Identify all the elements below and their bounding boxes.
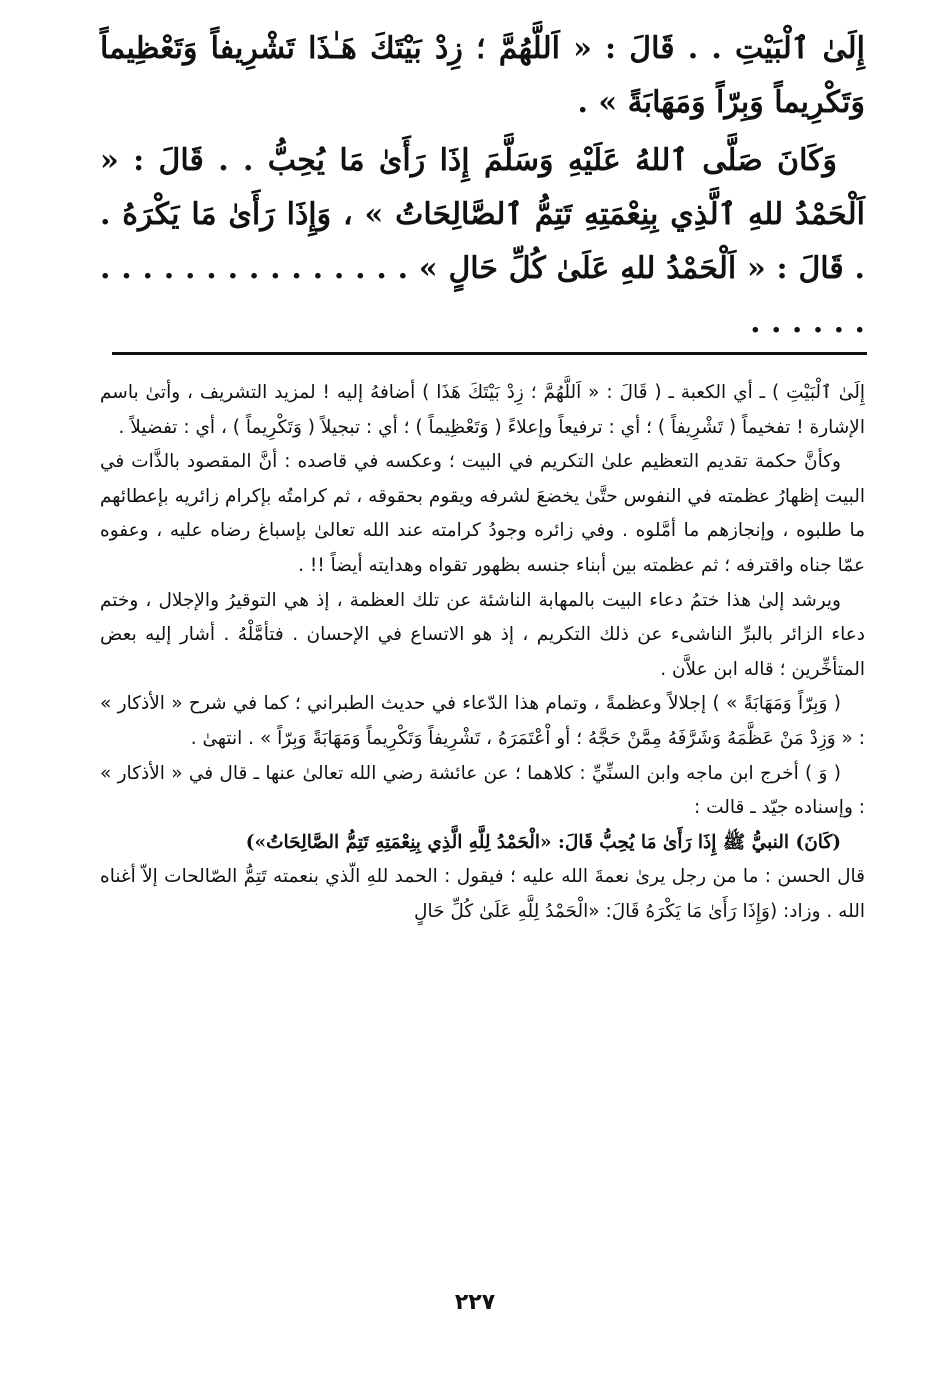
- commentary-paragraph-3: ويرشد إلىٰ هذا ختمُ دعاء البيت بالمهابة الناشئة عن تلك العظمة ، إذ هي التوقيرُ والإجلال ، وختم دعاء الزائر بالبرِّ الناشىء عن ذلك التكريم ، إذ هو الاتساع في الإحسان . فتأمَّلْهُ . أشار إليه بعض المتأخِّرين ؛ قاله ابن علاَّن .: [100, 589, 865, 680]
- commentary-paragraph-1: إِلَىٰ ٱلْبَيْتِ ) ـ أي الكعبة ـ ( قَالَ : « اَللَّهُمَّ ؛ زِدْ بَيْتَكَ هَذَا ) أضافهُ إليه ! لمزيد التشريف ، وأتىٰ باسم الإشارة ! تفخيماً ( تَشْرِيفاً ) ؛ أي : ترفيعاً وإعلاءً ( وَتَعْظِيماً ) ؛ أي : تبجيلاً ( وَتَكْرِيماً ) ، أي : تفضيلاً .: [100, 382, 865, 438]
- commentary-block: [100, 376, 865, 930]
- footnote-separator: [112, 352, 867, 355]
- commentary-paragraph-4: ( وَبِرّاً وَمَهَابَةً » ) إجلالاً وعظمةً ، وتمام هذا الدّعاء في حديث الطبراني ؛ كما في شرح « الأذكار » : « وَزِدْ مَنْ عَظَّمَهُ وَشَرَّفَهُ مِمَّنْ حَجَّهُ ؛ أو اْعْتَمَرَهُ ، تَشْرِيفاً وَتَكْرِيماً وَمَهَابَةً وَبِرّاً » . انتهىٰ .: [100, 693, 865, 749]
- main-paragraph-1: إِلَىٰ ٱلْبَيْتِ . . قَالَ : « اَللَّهُمَّ ؛ زِدْ بَيْتَكَ هَـٰذَا تَشْرِيفاً وَتَعْظِيماً وَتَكْرِيماً وَبِرّاً وَمَهَابَةً » .: [100, 31, 865, 120]
- commentary-paragraph-5: ( وَ ) أخرج ابن ماجه وابن السنِّيِّ : كلاهما ؛ عن عائشة رضي الله تعالىٰ عنها ـ قال في « الأذكار » : وإسناده جيّد ـ قالت :: [100, 762, 865, 819]
- page-number: ٢٢٧: [454, 1290, 496, 1315]
- main-text-block: [100, 22, 865, 354]
- hadith-quote: [100, 826, 865, 861]
- main-text: [100, 22, 865, 350]
- commentary-paragraph-2: وكأنَّ حكمة تقديم التعظيم علىٰ التكريم في البيت ؛ وعكسه في قاصده : أنَّ المقصود بالذَّات في البيت إظهارُ عظمته في النفوس حتَّىٰ يخضعَ لشرفه ويقوم بحقوقه ، ثم كرامتُه بإكرام زائريه بإعطائهم ما طلبوه ، وإنجازهم ما أمَّلوه . وفي زائره وجودُ كرامته عند الله تعالىٰ بإسباغ رضاه عليه ، وعفوه عمّا جناه واقترفه ؛ ثم عظمته بين أبناء جنسه بظهور تقواه وهدايته أيضاً !! .: [100, 451, 865, 576]
- hadith-quote-text: (كَانَ) النبيُّ ﷺ إِذَا رَأَىٰ مَا يُحِبُّ قَالَ: «الْحَمْدُ لِلَّهِ الَّذِي بِنِعْمَتِهِ تَتِمُّ الصَّالِحَاتُ»): [245, 831, 841, 853]
- commentary-paragraph-7: قال الحسن : ما من رجل يرىٰ نعمةَ الله عليه ؛ فيقول : الحمد للهِ الّذي بنعمته تَتِمُّ الصّالحات إلاّ أغناه الله . وزاد: (وَإِذَا رَأَىٰ مَا يَكْرَهُ قَالَ: «الْحَمْدُ لِلَّهِ عَلَىٰ كُلِّ حَالٍ: [100, 866, 865, 922]
- main-paragraph-2: وَكَانَ صَلَّى ٱللهُ عَلَيْهِ وَسَلَّمَ إِذَا رَأَىٰ مَا يُحِبُّ . . قَالَ : « اَلْحَمْدُ للهِ ٱلَّذِي بِنِعْمَتِهِ تَتِمُّ ٱلصَّالِحَاتُ » ، وَإِذَا رَأَىٰ مَا يَكْرَهُ . . قَالَ : « اَلْحَمْدُ للهِ عَلَىٰ كُلِّ حَالٍ » . . . . . . . . . . . . . . . . . . . . .: [100, 143, 865, 340]
